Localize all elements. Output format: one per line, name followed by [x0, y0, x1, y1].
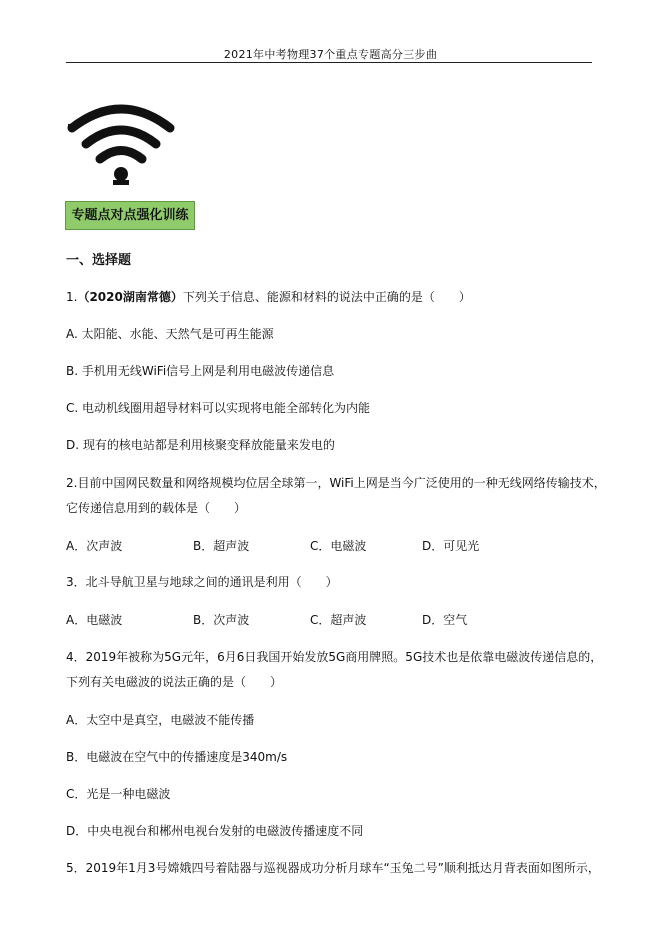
- wifi-icon: [66, 104, 176, 188]
- question-1-option-a: A. 太阳能、水能、天然气是可再生能源: [66, 327, 274, 341]
- section-banner: 专题点对点强化训练: [65, 201, 195, 230]
- page-header: 2021年中考物理37个重点专题高分三步曲: [223, 48, 438, 61]
- question-4-option-a: A．太空中是真空，电磁波不能传播: [66, 713, 255, 727]
- header-rule: [66, 62, 592, 63]
- question-4-option-c: C．光是一种电磁波: [66, 787, 171, 801]
- question-4-stem-line-1: 4．2019年被称为5G元年，6月6日我国开始发放5G商用牌照。5G技术也是依靠电磁波传递信息的，: [66, 650, 603, 664]
- question-3-option-b: B．次声波: [193, 613, 250, 627]
- question-1-option-d: D. 现有的核电站都是利用核聚变释放能量来发电的: [66, 438, 335, 452]
- question-1-option-c: C. 电动机线圈用超导材料可以实现将电能全部转化为内能: [66, 401, 371, 415]
- question-1-stem: [66, 288, 471, 305]
- question-4-stem-line-2: 下列有关电磁波的说法正确的是（ ）: [66, 675, 283, 689]
- question-3-option-c: C．超声波: [310, 613, 367, 627]
- question-2-option-a: A．次声波: [66, 539, 123, 553]
- question-5-stem-line-1: 5．2019年1月3号嫦娥四号着陆器与巡视器成功分析月球车“玉兔二号”顺利抵达月背表面如图所示，: [66, 861, 600, 875]
- question-2-option-b: B．超声波: [193, 539, 250, 553]
- section-heading: 一、选择题: [66, 253, 132, 268]
- question-1-number: 1.: [66, 290, 78, 304]
- question-2-option-d: D．可见光: [422, 539, 480, 553]
- question-1-source: （2020湖南常德）: [77, 290, 183, 304]
- question-2-stem-line-1: 2.目前中国网民数量和网络规模均位居全球第一，WiFi上网是当今广泛使用的一种无线网络传输技术，: [66, 476, 606, 490]
- question-3-stem: 3．北斗导航卫星与地球之间的通讯是利用（ ）: [66, 575, 338, 589]
- question-4-option-b: B．电磁波在空气中的传播速度是340m/s: [66, 750, 288, 764]
- question-3-option-a: A．电磁波: [66, 613, 123, 627]
- question-3-option-d: D．空气: [422, 613, 468, 627]
- question-2-option-c: C．电磁波: [310, 539, 367, 553]
- question-2-stem-line-2: 它传递信息用到的载体是（ ）: [66, 501, 247, 515]
- question-1-text: 下列关于信息、能源和材料的说法中正确的是（ ）: [182, 290, 471, 304]
- question-4-option-d: D．中央电视台和郴州电视台发射的电磁波传播速度不同: [66, 824, 364, 838]
- question-1-option-b: B. 手机用无线WiFi信号上网是利用电磁波传递信息: [66, 364, 335, 378]
